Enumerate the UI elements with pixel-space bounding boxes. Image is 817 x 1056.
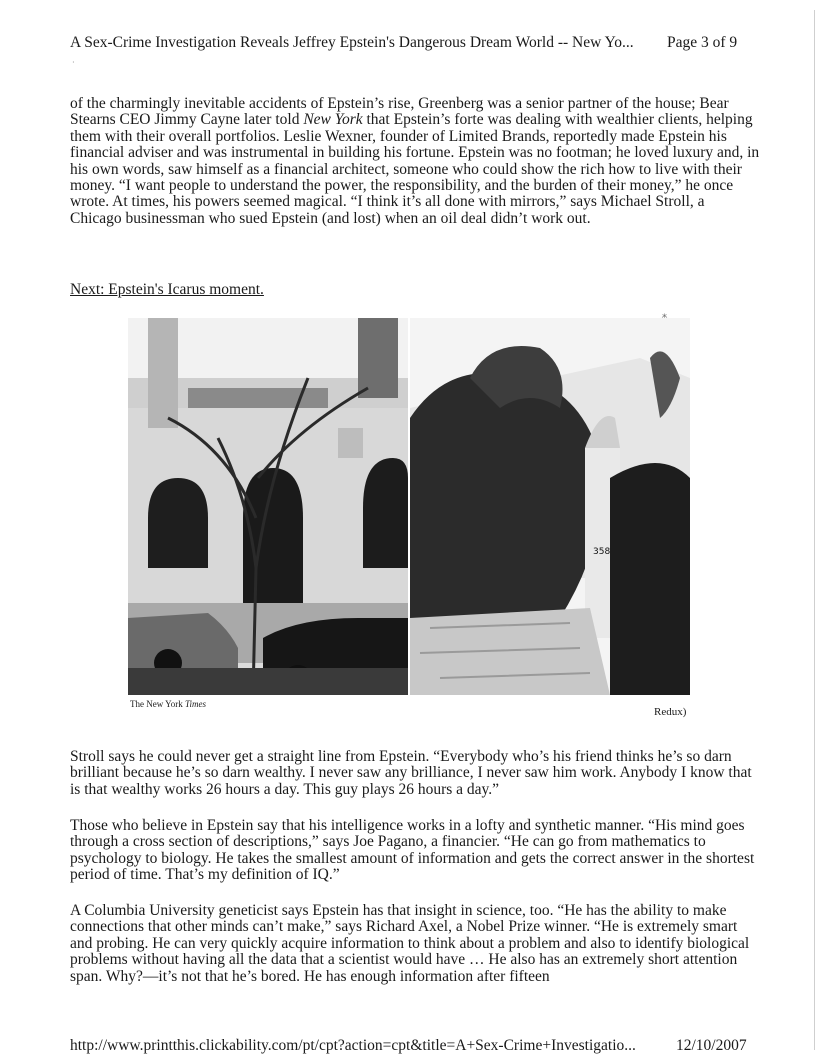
page-footer (70, 1037, 747, 1056)
paragraph-1-italic: New York (303, 111, 363, 129)
townhouse-photo (128, 318, 408, 695)
speck-dot: · (72, 58, 75, 67)
credit-left-italic: Times (185, 699, 207, 709)
footer-url: http://www.printthis.clickability.com/pt/cpt?action=cpt&title=A+Sex-Crime+Investigatio... (70, 1037, 636, 1054)
footer-date: 12/10/2007 (676, 1037, 747, 1054)
house-number: 358 (593, 547, 611, 557)
paragraph-4: A Columbia University geneticist says Epstein has that insight in science, too. “He has the ability to make connections that other minds can’t make,” says Richard Axel, a Nobel Prize winner. “He is extremely smart and probing. He can very quickly acquire information to think about a problem and also to identify biological problems without having all the data that a scientist would have … He also has an extremely short attention span. Why?—it’s not that he’s bored. He has enough information after fifteen (70, 902, 750, 985)
mansion-gate-photo (410, 318, 690, 695)
paragraph-1 (70, 96, 760, 227)
photo-pair (128, 318, 690, 695)
paragraph-3: Those who believe in Epstein say that his intelligence works in a lofty and synthetic manner. “His mind goes through a cross section of descriptions,” says Joe Pagano, a financier. “He can go from mathematics to psychology to biology. He takes the smallest amount of information and gets the correct answer in the shortest period of time. That’s my definition of IQ.” (70, 817, 755, 884)
paragraph-2: Stroll says he could never get a straight line from Epstein. “Everybody who’s his friend thinks he’s so darn brilliant because he’s so darn wealthy. I never saw any brilliance, I never saw him work. Anybody I know that is that wealthy works 26 hours a day. This guy plays 26 hours a day.” (70, 748, 752, 798)
header-title: A Sex-Crime Investigation Reveals Jeffrey Epstein's Dangerous Dream World -- New Yo... (70, 34, 634, 51)
photo-credit-right: Redux) (654, 706, 687, 718)
page-header (70, 34, 770, 52)
next-page-link[interactable]: Next: Epstein's Icarus moment. (70, 281, 264, 298)
credit-left-text: The New York (130, 699, 185, 709)
paragraph-1-text-b: that Epstein’s forte was dealing with wealthier clients, helping them with their overall portfolios. Leslie Wexner, founder of Limited Brands, reportedly made Epstein his financial adviser and was instrumental in building his fortune. Epstein was no footman; he loved luxury and, in his own words, saw himself as a financial architect, someone who could show the rich how to live with their money. “I want people to understand the power, the responsibility, and the burden of their money,” he once wrote. At times, his powers seemed magical. “I think it’s all done with mirrors,” says Michael Stroll, a Chicago businessman who sued Epstein (and lost) when an oil deal didn’t work out. (70, 111, 760, 227)
scan-edge-line (814, 10, 815, 1050)
scan-specks (72, 58, 75, 67)
page-number: Page 3 of 9 (667, 34, 738, 51)
paragraph-1-text-a: of the charmingly inevitable accidents of Epstein’s rise, Greenberg was a senior partner of the house; Bear Stearns CEO Jimmy Cayne later told (70, 95, 729, 129)
photo-credit-left (130, 699, 206, 709)
